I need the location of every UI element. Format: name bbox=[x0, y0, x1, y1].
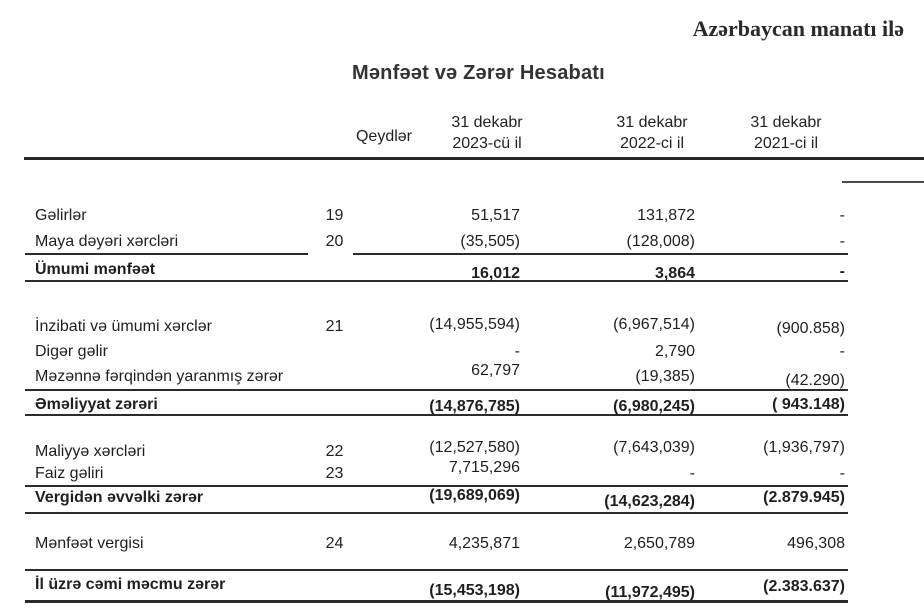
cost-row-rule-left bbox=[25, 253, 308, 255]
currency-note: Azərbaycan manatı ilə bbox=[692, 16, 904, 41]
row-label: İl üzrə cəmi məcmu zərər bbox=[35, 576, 226, 593]
column-header-notes: Qeydlər bbox=[355, 128, 413, 145]
row-label: Gəlirlər bbox=[35, 207, 87, 224]
pretax-loss-rule-bottom bbox=[25, 512, 848, 514]
right-edge-partial-rule bbox=[842, 181, 924, 183]
row-label: Vergidən əvvəlki zərər bbox=[35, 489, 204, 506]
value-2022: (11,972,495) bbox=[605, 584, 695, 601]
value-2022: (6,967,514) bbox=[613, 316, 695, 333]
value-2022: (19,385) bbox=[635, 368, 695, 385]
value-2023: - bbox=[514, 343, 520, 360]
value-2021: (42.290) bbox=[785, 372, 845, 389]
value-2021: - bbox=[839, 465, 845, 482]
value-2023: (15,453,198) bbox=[429, 582, 520, 599]
column-header-2023-date: 31 dekabr bbox=[451, 114, 523, 131]
value-2023: (12,527,580) bbox=[429, 439, 520, 456]
row-label: Mənfəət vergisi bbox=[35, 535, 144, 552]
note-ref: 21 bbox=[325, 318, 344, 335]
value-2023: (19,689,069) bbox=[429, 487, 520, 504]
total-loss-rule-top bbox=[25, 569, 848, 571]
value-2023: (14,955,594) bbox=[429, 316, 520, 333]
note-ref: 24 bbox=[325, 535, 344, 552]
row-faiz-geliri bbox=[0, 459, 924, 485]
note-ref: 22 bbox=[325, 443, 344, 460]
row-diger-gelir bbox=[0, 343, 924, 363]
value-2022: (128,008) bbox=[626, 233, 695, 250]
value-2021: (900.858) bbox=[776, 320, 845, 337]
column-header-2022-year: 2022-ci il bbox=[619, 135, 685, 152]
page-title: Mənfəət və Zərər Hesabatı bbox=[352, 62, 605, 84]
row-inzibati-ve-umumi-xercler bbox=[0, 318, 924, 338]
note-ref: 20 bbox=[325, 233, 344, 250]
column-header-2023-year: 2023-cü il bbox=[452, 135, 522, 152]
value-2023: 51,517 bbox=[471, 207, 520, 224]
row-label: Maliyyə xərcləri bbox=[35, 443, 146, 460]
row-emeliyyat-zereri bbox=[0, 396, 924, 416]
total-loss-rule-bottom bbox=[25, 600, 848, 603]
value-2021: ( 943.148) bbox=[772, 396, 845, 413]
column-header-2022-date: 31 dekabr bbox=[616, 114, 688, 131]
value-2023: (35,505) bbox=[460, 233, 520, 250]
header-rule bbox=[24, 157, 924, 160]
row-mezenne-ferqinden bbox=[0, 362, 924, 389]
row-label: Digər gəlir bbox=[35, 343, 108, 360]
value-2022: (7,643,039) bbox=[613, 439, 695, 456]
row-label: Maya dəyəri xərcləri bbox=[35, 233, 179, 250]
value-2023: 4,235,871 bbox=[448, 535, 520, 552]
value-2023: (14,876,785) bbox=[429, 398, 520, 415]
row-label: Faiz gəliri bbox=[35, 465, 104, 482]
value-2021: (2.383.637) bbox=[763, 578, 845, 595]
cost-row-rule-right bbox=[353, 253, 848, 255]
value-2022: - bbox=[689, 465, 695, 482]
note-ref: 23 bbox=[325, 465, 344, 482]
row-il-uzre-cemi-mecmu-zerer bbox=[0, 576, 924, 601]
value-2022: 3,864 bbox=[654, 265, 695, 282]
row-label: Ümumi mənfəət bbox=[35, 261, 156, 278]
row-umumi-menfeet bbox=[0, 261, 924, 281]
value-2021: - bbox=[839, 233, 845, 250]
column-header-2022 bbox=[592, 112, 712, 154]
row-label: İnzibati və ümumi xərclər bbox=[35, 318, 212, 335]
value-2023: 62,797 bbox=[471, 362, 520, 379]
row-label: Əməliyyat zərəri bbox=[35, 396, 158, 413]
row-menfeet-vergisi bbox=[0, 535, 924, 555]
row-label: Məzənnə fərqindən yaranmış zərər bbox=[35, 368, 284, 385]
value-2022: (14,623,284) bbox=[604, 493, 695, 510]
value-2021: - bbox=[839, 207, 845, 224]
value-2022: 2,650,789 bbox=[623, 535, 695, 552]
row-maya-deyeri-xercleri bbox=[0, 233, 924, 253]
value-2022: 131,872 bbox=[637, 207, 695, 224]
row-vergiden-evvelki-zerer bbox=[0, 489, 924, 509]
value-2021: 496,308 bbox=[787, 535, 845, 552]
value-2022: (6,980,245) bbox=[613, 398, 695, 415]
value-2022: 2,790 bbox=[654, 343, 695, 360]
column-header-2021-date: 31 dekabr bbox=[750, 114, 822, 131]
value-2021: (1,936,797) bbox=[763, 439, 845, 456]
note-ref: 19 bbox=[325, 207, 344, 224]
value-2021: (2.879.945) bbox=[763, 489, 845, 506]
value-2021: - bbox=[839, 343, 845, 360]
column-header-2023 bbox=[427, 112, 547, 154]
column-header-2021-year: 2021-ci il bbox=[753, 135, 819, 152]
row-gelirler bbox=[0, 207, 924, 227]
value-2021: - bbox=[839, 263, 845, 280]
value-2023: 7,715,296 bbox=[448, 459, 520, 476]
value-2023: 16,012 bbox=[471, 265, 520, 282]
column-header-2021 bbox=[726, 112, 846, 154]
